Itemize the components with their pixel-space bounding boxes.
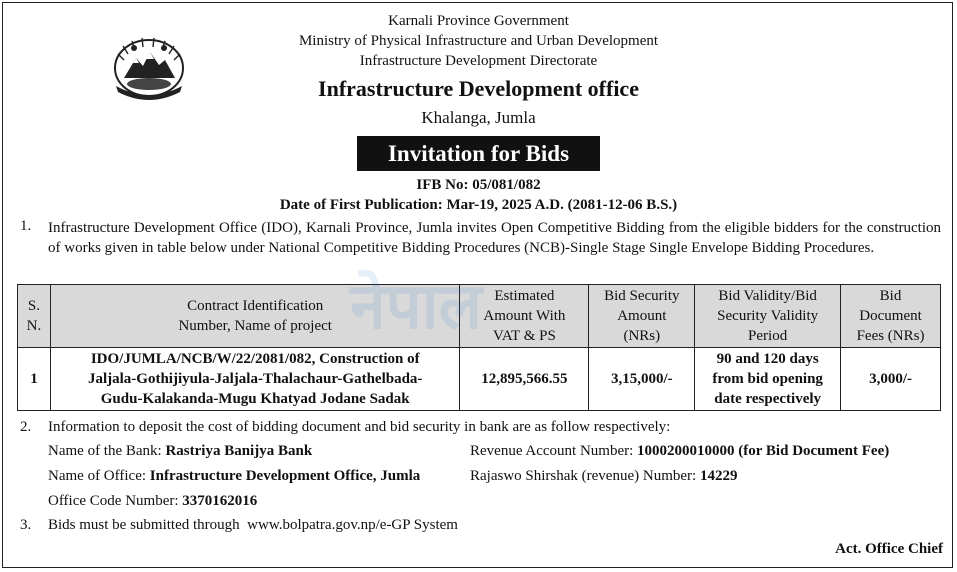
ifb-number: IFB No: 05/081/082 <box>416 177 541 193</box>
cell-contract <box>50 348 460 411</box>
section-1-number: 1. <box>20 218 32 234</box>
section-3-text: Bids must be submitted through www.bolpatra.gov.np/e-GP System <box>48 517 458 533</box>
shirshak-line <box>470 468 737 485</box>
header-line: Bid Security <box>604 288 680 304</box>
header-line: Amount <box>617 308 667 324</box>
cell-estimate: 12,895,566.55 <box>460 348 589 411</box>
directorate-name: Infrastructure Development Directorate <box>359 53 598 69</box>
contract-line: IDO/JUMLA/NCB/W/22/2081/082, Construction of <box>90 351 420 367</box>
header-line: Document <box>859 308 922 324</box>
validity-line: 90 and 120 days <box>716 351 819 367</box>
header-line: Estimated <box>494 288 555 304</box>
header-validity <box>695 285 841 348</box>
office-location: Khalanga, Jumla <box>421 108 536 127</box>
office-code-value: 3370162016 <box>182 493 258 509</box>
header-line: (NRs) <box>623 328 661 344</box>
table-row <box>18 348 941 411</box>
header-line: S. <box>27 298 41 314</box>
bank-value: Rastriya Banijya Bank <box>165 443 313 459</box>
bank-label: Name of the Bank: <box>48 443 162 459</box>
cell-validity <box>695 348 841 411</box>
header-fee <box>841 285 941 348</box>
header-contract <box>50 285 460 348</box>
header-line: Contract Identification <box>187 298 324 314</box>
page-title: Invitation for Bids <box>357 136 600 171</box>
revenue-account-line <box>470 443 889 460</box>
section-3-number: 3. <box>20 517 32 533</box>
header-line: VAT & PS <box>492 328 556 344</box>
bank-name-line <box>48 443 312 460</box>
cell-fee: 3,000/- <box>841 348 941 411</box>
header-line: Security Validity <box>717 308 819 324</box>
shirshak-label: Rajaswo Shirshak (revenue) Number: <box>470 468 697 484</box>
shirshak-value: 14229 <box>699 468 738 484</box>
office-value: Infrastructure Development Office, Jumla <box>149 468 421 484</box>
cell-security: 3,15,000/- <box>589 348 695 411</box>
header-line: N. <box>26 318 42 334</box>
header-line: Bid <box>879 288 902 304</box>
validity-line: from bid opening <box>712 371 823 387</box>
header-estimate <box>460 285 589 348</box>
header-sn <box>18 285 51 348</box>
header-line: Fees (NRs) <box>856 328 925 344</box>
signature: Act. Office Chief <box>835 541 943 557</box>
office-name-line <box>48 468 420 485</box>
publication-date: Date of First Publication: Mar-19, 2025 A.D. (2081-12-06 B.S.) <box>279 197 678 213</box>
bid-table <box>17 284 941 411</box>
government-name: Karnali Province Government <box>388 13 569 29</box>
contract-line: Gudu-Kalakanda-Mugu Khatyad Jodane Sadak <box>100 391 410 407</box>
ministry-name: Ministry of Physical Infrastructure and Urban Development <box>298 33 659 49</box>
office-label: Name of Office: <box>48 468 147 484</box>
validity-line: date respectively <box>714 391 822 407</box>
table-header-row <box>18 285 941 348</box>
office-code-line <box>48 493 257 510</box>
header-line: Number, Name of project <box>178 318 332 334</box>
revenue-label: Revenue Account Number: <box>470 443 634 459</box>
header-line: Amount With <box>483 308 566 324</box>
header-security <box>589 285 695 348</box>
contract-line: Jaljala-Gothijiyula-Jaljala-Thalachaur-Gathelbada- <box>87 371 423 387</box>
office-name: Infrastructure Development office <box>318 76 639 101</box>
header-line: Period <box>748 328 788 344</box>
cell-sn: 1 <box>18 348 51 411</box>
section-1-text: Infrastructure Development Office (IDO), Karnali Province, Jumla invites Open Competitive Bidding from the eligible bidders for the construction of works given in table below under National Competitive Bidding Procedures (NCB)-Single Stage Single Envelope Bidding Procedures. <box>48 220 941 256</box>
revenue-value: 1000200010000 (for Bid Document Fee) <box>637 443 890 459</box>
section-2-intro: Information to deposit the cost of bidding document and bid security in bank are as follow respectively: <box>48 419 671 435</box>
header-line: Bid Validity/Bid <box>718 288 817 304</box>
office-code-label: Office Code Number: <box>48 493 179 509</box>
section-2-number: 2. <box>20 419 32 435</box>
